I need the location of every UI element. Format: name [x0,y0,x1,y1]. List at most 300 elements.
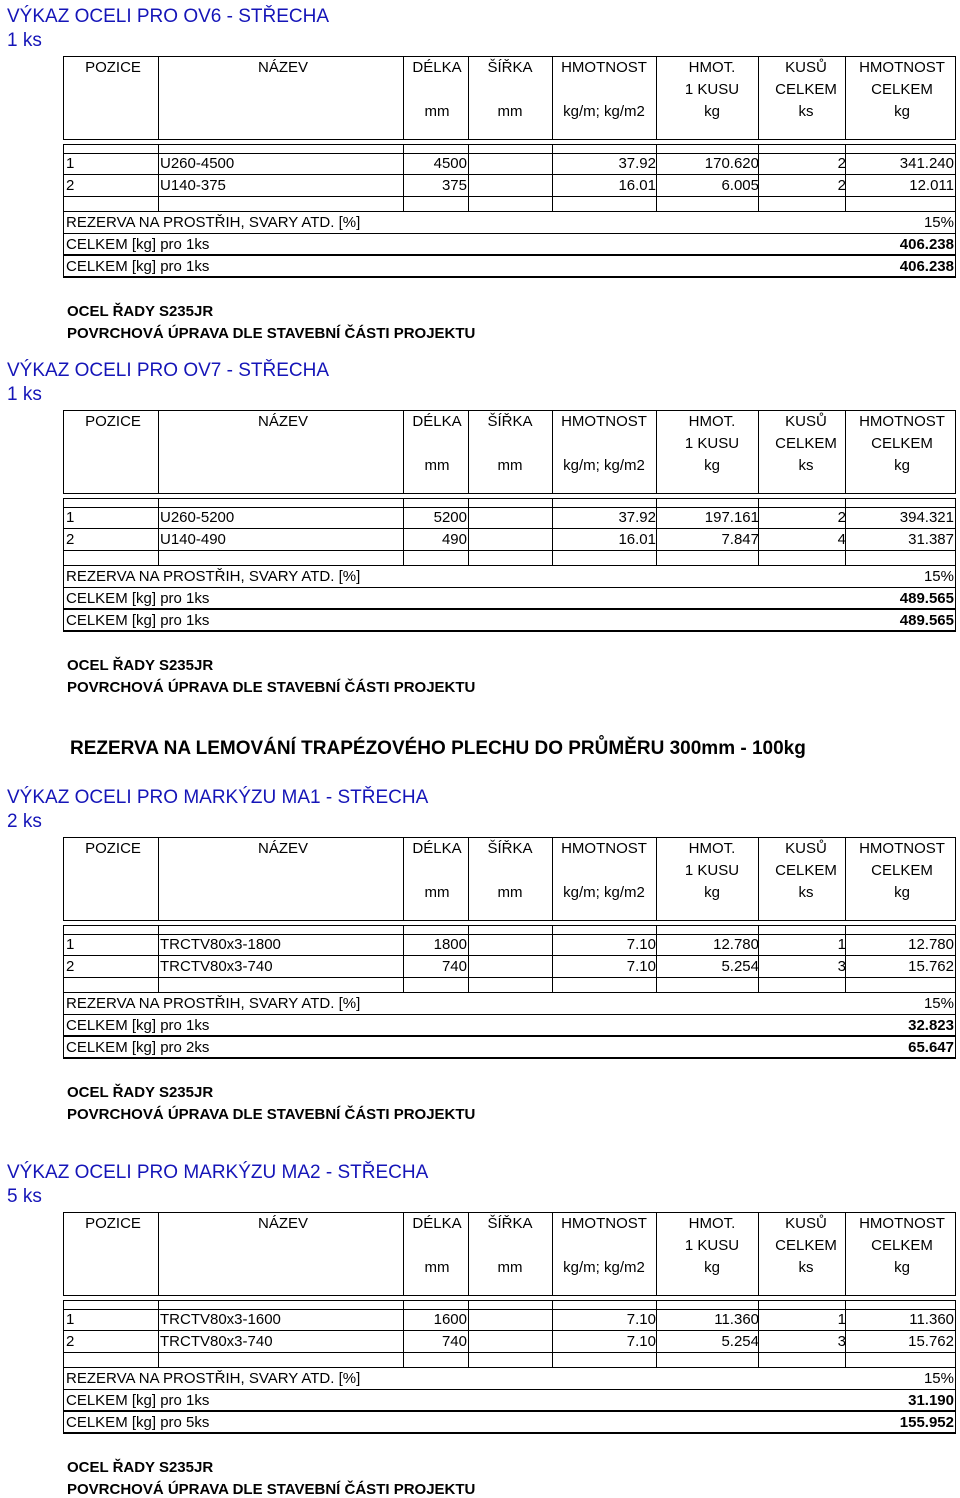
reserve-top-border [63,1367,956,1368]
row-column-divider [552,507,553,529]
table-row-border [63,1352,956,1353]
table-cell: 1 [66,509,75,526]
spacer-column-divider [758,925,759,934]
column-header: CELKEM [775,81,837,98]
table-cell: 2 [837,177,846,194]
total-border [63,608,956,610]
table-cell: TRCTV80x3-1800 [160,936,281,953]
column-header: HMOTNOST [859,1215,945,1232]
table-cell: 16.01 [618,531,656,548]
column-header: CELKEM [775,435,837,452]
column-header: ŠÍŘKA [487,1215,533,1232]
header-top-border [63,837,956,838]
spacer-column-divider [845,144,846,153]
row-column-divider [158,1331,159,1353]
row-column-divider [63,175,64,197]
table-cell: 7.10 [626,1333,656,1350]
total-label: CELKEM [kg] pro 2ks [66,1039,210,1056]
row-column-divider [468,175,469,197]
row-column-divider [468,529,469,551]
column-header: NÁZEV [257,413,308,430]
row-column-divider [656,507,657,529]
column-header: CELKEM [775,1237,837,1254]
spacer-column-divider [955,197,956,211]
table-cell: 2 [66,958,75,975]
section-title: VÝKAZ OCELI PRO MARKÝZU MA2 - STŘECHA [7,1162,429,1183]
data-top-border [63,144,956,145]
reserve-value: 15% [923,568,954,585]
row-column-divider [63,507,64,529]
row-column-divider [552,1331,553,1353]
column-header: POZICE [85,413,141,430]
column-header: ks [798,884,814,901]
spacer-column-divider [403,925,404,934]
row-column-divider [552,529,553,551]
spacer-column-divider [63,498,64,507]
spacer-column-divider [158,498,159,507]
spacer-column-divider [955,1300,956,1309]
spacer-column-divider [758,1353,759,1367]
total-bottom-border [63,276,956,278]
reserve-value: 15% [923,995,954,1012]
total-value: 489.565 [899,590,954,607]
spacer-column-divider [403,1353,404,1367]
header-top-border [63,410,956,411]
table-cell: 12.780 [908,936,954,953]
total-border [63,1389,956,1390]
spacer-column-divider [468,1353,469,1367]
table-cell: 7.10 [626,936,656,953]
column-header: ks [798,457,814,474]
surface-treatment-note: POVRCHOVÁ ÚPRAVA DLE STAVEBNÍ ČÁSTI PROJEKTU [67,679,476,696]
spacer-column-divider [656,144,657,153]
table-row-border [63,955,956,956]
spacer-column-divider [468,498,469,507]
spacer-column-divider [403,1300,404,1309]
table-cell: U140-490 [160,531,226,548]
column-header: HMOTNOST [561,840,647,857]
column-header: KUSŮ [785,59,827,76]
spacer-column-divider [955,1353,956,1367]
column-header: DÉLKA [412,840,462,857]
spacer-column-divider [63,925,64,934]
column-header: POZICE [85,840,141,857]
total-bottom-border [63,1057,956,1059]
header-top-border [63,1212,956,1213]
table-cell: 1 [837,936,846,953]
column-header: HMOTNOST [859,59,945,76]
spacer-column-divider [845,925,846,934]
table-cell: 16.01 [618,177,656,194]
column-header: CELKEM [871,81,933,98]
total-value: 406.238 [899,236,954,253]
table-cell: 375 [441,177,467,194]
surface-treatment-note: POVRCHOVÁ ÚPRAVA DLE STAVEBNÍ ČÁSTI PROJEKTU [67,1481,476,1498]
table-cell: 490 [441,531,467,548]
column-header: NÁZEV [257,1215,308,1232]
table-cell: 1600 [433,1311,467,1328]
table-cell: 2 [66,177,75,194]
section-quantity: 1 ks [7,384,42,405]
row-column-divider [158,507,159,529]
total-border [63,1014,956,1015]
table-cell: TRCTV80x3-740 [160,958,273,975]
spacer-column-divider [158,1300,159,1309]
total-value: 32.823 [908,1017,954,1034]
table-row-border [63,174,956,175]
total-border [63,1410,956,1412]
spacer-column-divider [552,498,553,507]
header-top-border [63,56,956,57]
total-value: 489.565 [899,612,954,629]
table-row-border [63,196,956,197]
spacer-column-divider [758,551,759,565]
spacer-column-divider [552,925,553,934]
row-column-divider [63,1331,64,1353]
table-cell: 37.92 [618,509,656,526]
row-column-divider [552,175,553,197]
table-cell: 2 [66,1333,75,1350]
column-header: CELKEM [775,862,837,879]
reserve-right-border [955,565,956,631]
spacer-column-divider [63,197,64,211]
table-cell: 31.387 [908,531,954,548]
spacer-column-divider [468,925,469,934]
data-top-border [63,498,956,499]
spacer-column-divider [158,551,159,565]
steel-grade-note: OCEL ŘADY S235JR [67,1084,214,1101]
spacer-row-border [63,934,956,935]
table-cell: 7.10 [626,1311,656,1328]
spacer-column-divider [656,1353,657,1367]
row-column-divider [468,153,469,175]
column-header: mm [424,1259,450,1276]
spacer-column-divider [63,144,64,153]
reserve-label: REZERVA NA PROSTŘIH, SVARY ATD. [%] [66,1370,361,1387]
spacer-column-divider [403,498,404,507]
reserve-label: REZERVA NA PROSTŘIH, SVARY ATD. [%] [66,568,361,585]
row-column-divider [63,934,64,956]
reserve-top-border [63,211,956,212]
spacer-column-divider [758,1300,759,1309]
row-column-divider [656,1331,657,1353]
column-header: HMOT. [688,413,736,430]
total-label: CELKEM [kg] pro 1ks [66,590,210,607]
spacer-row-border [63,507,956,508]
spacer-column-divider [955,978,956,992]
row-column-divider [158,153,159,175]
table-cell: 12.011 [909,177,954,194]
spacer-column-divider [403,197,404,211]
reserve-value: 15% [923,214,954,231]
spacer-column-divider [955,551,956,565]
total-label: CELKEM [kg] pro 1ks [66,236,210,253]
total-label: CELKEM [kg] pro 1ks [66,1017,210,1034]
column-header: POZICE [85,59,141,76]
spacer-column-divider [158,978,159,992]
row-column-divider [158,175,159,197]
spacer-column-divider [955,498,956,507]
table-cell: 15.762 [908,958,954,975]
row-column-divider [955,934,956,956]
column-header: POZICE [85,1215,141,1232]
section-title: VÝKAZ OCELI PRO OV6 - STŘECHA [7,6,330,27]
column-header: ŠÍŘKA [487,413,533,430]
column-header: CELKEM [871,862,933,879]
surface-treatment-note: POVRCHOVÁ ÚPRAVA DLE STAVEBNÍ ČÁSTI PROJEKTU [67,1106,476,1123]
total-border [63,1035,956,1037]
table-row-border [63,550,956,551]
reserve-left-border [63,992,64,1058]
total-value: 31.190 [908,1392,954,1409]
section-quantity: 2 ks [7,811,42,832]
column-header: kg [704,884,720,901]
column-header: ŠÍŘKA [487,840,533,857]
column-header: NÁZEV [257,840,308,857]
spacer-column-divider [468,551,469,565]
table-cell: 394.321 [899,509,954,526]
spacer-column-divider [158,1353,159,1367]
row-column-divider [468,1309,469,1331]
table-cell: 2 [66,531,75,548]
column-header: kg [704,103,720,120]
column-header: KUSŮ [785,840,827,857]
table-cell: 7.10 [626,958,656,975]
reserve-top-border [63,565,956,566]
spacer-column-divider [656,925,657,934]
column-header: 1 KUSU [684,862,740,879]
table-cell: 3 [837,958,846,975]
total-label: CELKEM [kg] pro 1ks [66,1392,210,1409]
column-header: HMOTNOST [561,1215,647,1232]
reserve-value: 15% [923,1370,954,1387]
spacer-column-divider [845,498,846,507]
section-title: VÝKAZ OCELI PRO MARKÝZU MA1 - STŘECHA [7,787,429,808]
total-value: 406.238 [899,258,954,275]
total-value: 155.952 [899,1414,954,1431]
row-column-divider [955,529,956,551]
table-cell: 197.161 [704,509,759,526]
column-header: mm [497,103,523,120]
spacer-column-divider [845,978,846,992]
table-cell: U260-4500 [160,155,235,172]
row-column-divider [955,507,956,529]
spacer-column-divider [403,144,404,153]
row-column-divider [158,956,159,978]
data-top-border [63,1300,956,1301]
section-title: VÝKAZ OCELI PRO OV7 - STŘECHA [7,360,330,381]
table-cell: 1 [66,155,75,172]
spacer-column-divider [845,1353,846,1367]
spacer-column-divider [955,925,956,934]
column-header: HMOT. [688,1215,736,1232]
spacer-column-divider [552,1300,553,1309]
row-column-divider [656,956,657,978]
reserve-label: REZERVA NA PROSTŘIH, SVARY ATD. [%] [66,995,361,1012]
table-cell: 2 [837,155,846,172]
table-row-border [63,1330,956,1331]
column-header: mm [424,103,450,120]
table-cell: 6.005 [721,177,759,194]
row-column-divider [158,529,159,551]
spacer-column-divider [158,144,159,153]
row-column-divider [656,934,657,956]
table-cell: U140-375 [160,177,226,194]
data-top-border [63,925,956,926]
column-header: kg/m; kg/m2 [563,1259,645,1276]
row-column-divider [158,934,159,956]
spacer-column-divider [656,1300,657,1309]
spacer-column-divider [158,925,159,934]
table-cell: 3 [837,1333,846,1350]
column-header: kg/m; kg/m2 [563,103,645,120]
column-header: NÁZEV [257,59,308,76]
header-bottom-border [63,920,956,921]
column-header: kg [704,457,720,474]
column-header: kg/m; kg/m2 [563,457,645,474]
column-header: mm [497,457,523,474]
row-column-divider [552,1309,553,1331]
column-header: kg [894,103,910,120]
column-header: HMOTNOST [561,59,647,76]
total-border [63,254,956,256]
table-cell: 7.847 [721,531,759,548]
table-cell: TRCTV80x3-740 [160,1333,273,1350]
row-column-divider [468,934,469,956]
header-bottom-border [63,493,956,494]
table-cell: U260-5200 [160,509,235,526]
spacer-column-divider [63,1353,64,1367]
total-border [63,233,956,234]
column-header: HMOT. [688,59,736,76]
row-column-divider [552,153,553,175]
column-header: 1 KUSU [684,435,740,452]
reserve-left-border [63,565,64,631]
table-cell: 4500 [433,155,467,172]
spacer-column-divider [552,197,553,211]
steel-grade-note: OCEL ŘADY S235JR [67,1459,214,1476]
table-cell: 740 [441,958,467,975]
spacer-column-divider [656,978,657,992]
table-cell: 12.780 [713,936,759,953]
column-header: mm [424,457,450,474]
table-cell: 5.254 [721,958,759,975]
total-label: CELKEM [kg] pro 1ks [66,612,210,629]
total-border [63,587,956,588]
column-header: ŠÍŘKA [487,59,533,76]
spacer-column-divider [845,551,846,565]
column-header: CELKEM [871,1237,933,1254]
column-header: kg [704,1259,720,1276]
spacer-column-divider [758,144,759,153]
table-cell: 4 [837,531,846,548]
surface-treatment-note: POVRCHOVÁ ÚPRAVA DLE STAVEBNÍ ČÁSTI PROJEKTU [67,325,476,342]
row-column-divider [63,153,64,175]
spacer-column-divider [468,197,469,211]
spacer-row-border [63,153,956,154]
table-cell: 11.360 [714,1311,759,1328]
table-cell: 170.620 [704,155,759,172]
reserve-left-border [63,1367,64,1433]
reserve-right-border [955,992,956,1058]
row-column-divider [955,1309,956,1331]
column-header: DÉLKA [412,1215,462,1232]
row-column-divider [955,956,956,978]
column-header: KUSŮ [785,1215,827,1232]
column-header: DÉLKA [412,59,462,76]
header-bottom-border [63,139,956,140]
row-column-divider [63,956,64,978]
table-cell: 5200 [433,509,467,526]
spacer-column-divider [63,551,64,565]
column-header: HMOTNOST [859,413,945,430]
spacer-column-divider [758,978,759,992]
column-header: mm [497,1259,523,1276]
column-header: KUSŮ [785,413,827,430]
column-header: kg [894,1259,910,1276]
table-cell: 1 [66,936,75,953]
spacer-column-divider [845,1300,846,1309]
row-column-divider [955,175,956,197]
spacer-column-divider [845,197,846,211]
spacer-row-border [63,1309,956,1310]
row-column-divider [63,1309,64,1331]
table-row-border [63,977,956,978]
spacer-column-divider [656,197,657,211]
steel-grade-note: OCEL ŘADY S235JR [67,303,214,320]
row-column-divider [552,934,553,956]
spacer-column-divider [552,551,553,565]
total-bottom-border [63,1432,956,1434]
reserve-label: REZERVA NA PROSTŘIH, SVARY ATD. [%] [66,214,361,231]
total-label: CELKEM [kg] pro 1ks [66,258,210,275]
spacer-column-divider [552,144,553,153]
row-column-divider [955,153,956,175]
table-cell: TRCTV80x3-1600 [160,1311,281,1328]
row-column-divider [468,956,469,978]
spacer-column-divider [552,1353,553,1367]
spacer-column-divider [552,978,553,992]
table-cell: 1 [837,1311,846,1328]
table-cell: 341.240 [899,155,954,172]
spacer-column-divider [955,144,956,153]
row-column-divider [468,507,469,529]
column-header: 1 KUSU [684,81,740,98]
table-cell: 740 [441,1333,467,1350]
spacer-column-divider [158,197,159,211]
row-column-divider [656,1309,657,1331]
column-header: kg [894,884,910,901]
reserve-left-border [63,211,64,277]
spacer-column-divider [656,498,657,507]
row-column-divider [656,153,657,175]
total-value: 65.647 [908,1039,954,1056]
steel-grade-note: OCEL ŘADY S235JR [67,657,214,674]
reserve-right-border [955,211,956,277]
column-header: mm [497,884,523,901]
column-header: HMOT. [688,840,736,857]
reserve-right-border [955,1367,956,1433]
table-cell: 2 [837,509,846,526]
table-cell: 5.254 [721,1333,759,1350]
table-row-border [63,528,956,529]
total-bottom-border [63,630,956,632]
spacer-column-divider [403,551,404,565]
header-bottom-border [63,1295,956,1296]
spacer-column-divider [758,498,759,507]
reserve-top-border [63,992,956,993]
column-header: HMOTNOST [561,413,647,430]
